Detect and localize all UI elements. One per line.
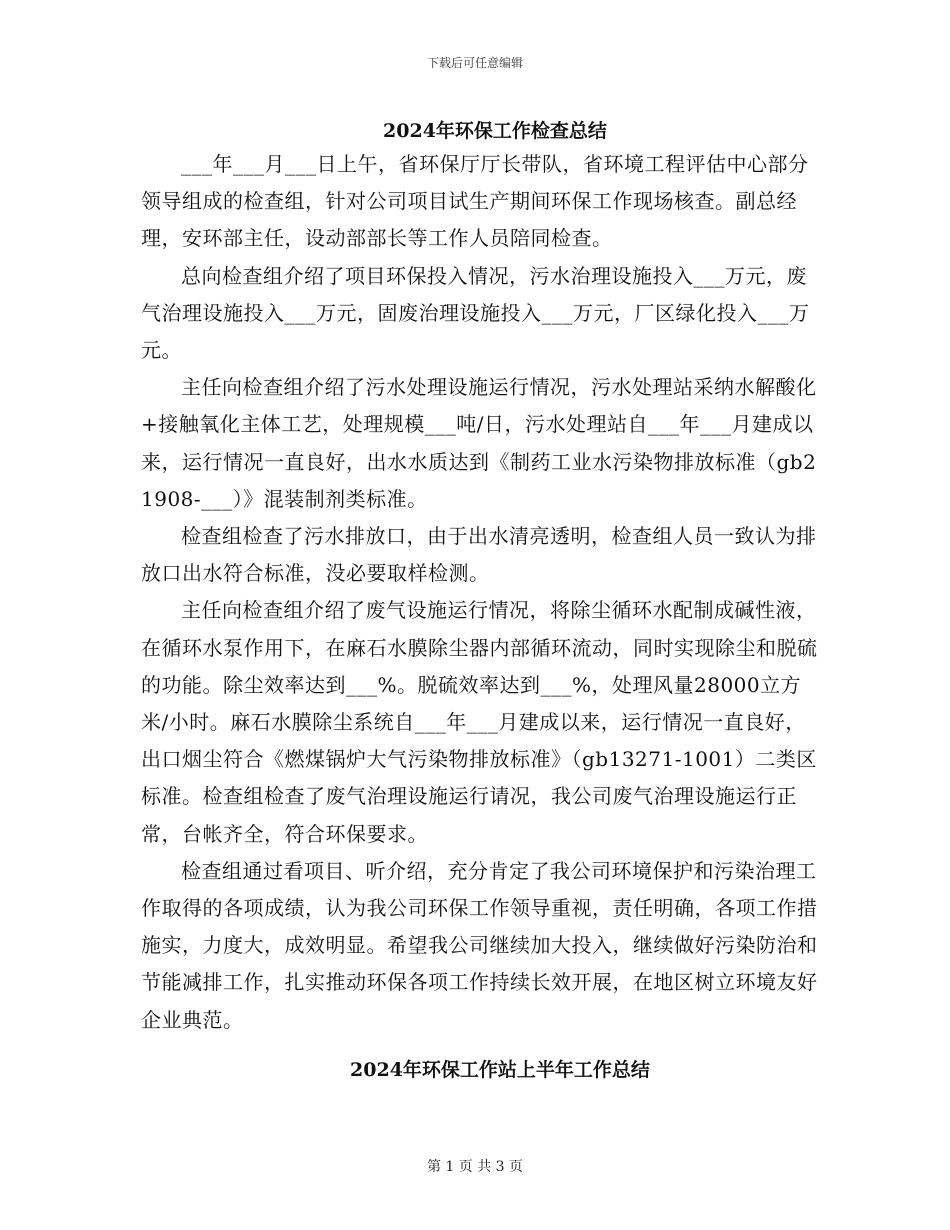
paragraph-2: 总向检查组介绍了项目环保投入情况，污水治理设施投入___万元，废气治理设施投入___万元，固废治理设施投入___万元，厂区绿化投入___万元。 [141, 263, 810, 363]
header-note: 下载后可任意编辑 [426, 56, 523, 70]
paragraph-5: 主任向检查组介绍了废气设施运行情况，将除尘循环水配制成碱性液，在循环水泵作用下，在麻石水膜除尘器内部循环流动，同时实现除尘和脱硫的功能。除尘效率达到___%。脱硫效率达到___%，处理风量28000立方米/小时。麻石水膜除尘系统自___年___月建成以来，运行情况一直良好，出口烟尘符合《燃煤锅炉大气污染物排放标准》（gb13271-1001）二类区标准。检查组检查了废气治理设施运行请况，我公司废气治理设施运行正常，台帐齐全，符合环保要求。 [141, 598, 818, 846]
section-2-title: 2024年环保工作站上半年工作总结 [350, 1059, 650, 1081]
document-title: 2024年环保工作检查总结 [383, 120, 607, 142]
paragraph-4: 检查组检查了污水排放口，由于出水清亮透明，检查组人员一致认为排放口出水符合标准，没必要取样检测。 [141, 524, 817, 586]
document-body [141, 146, 821, 1039]
page-number: 第 1 页 共 3 页 [426, 1159, 524, 1175]
paragraph-3: 主任向检查组介绍了污水处理设施运行情况，污水处理站采纳水解酸化+接触氧化主体工艺，处理规模___吨/日，污水处理站自___年___月建成以来，运行情况一直良好，出水水质达到《制药工业水污染物排放标准（gb21908-___）》混装制剂类标准。 [141, 375, 817, 511]
paragraph-6: 检查组通过看项目、听介绍，充分肯定了我公司环境保护和污染治理工作取得的各项成绩，认为我公司环保工作领导重视，责任明确，各项工作措施实，力度大，成效明显。希望我公司继续加大投入，继续做好污染防治和节能减排工作，扎实推动环保各项工作持续长效开展，在地区树立环境友好企业典范。 [141, 858, 818, 1032]
paragraph-1: ___年___月___日上午，省环保厅厅长带队，省环境工程评估中心部分领导组成的检查组，针对公司项目试生产期间环保工作现场核查。副总经理，安环部主任，设动部部长等工作人员陪同检查。 [141, 152, 809, 251]
